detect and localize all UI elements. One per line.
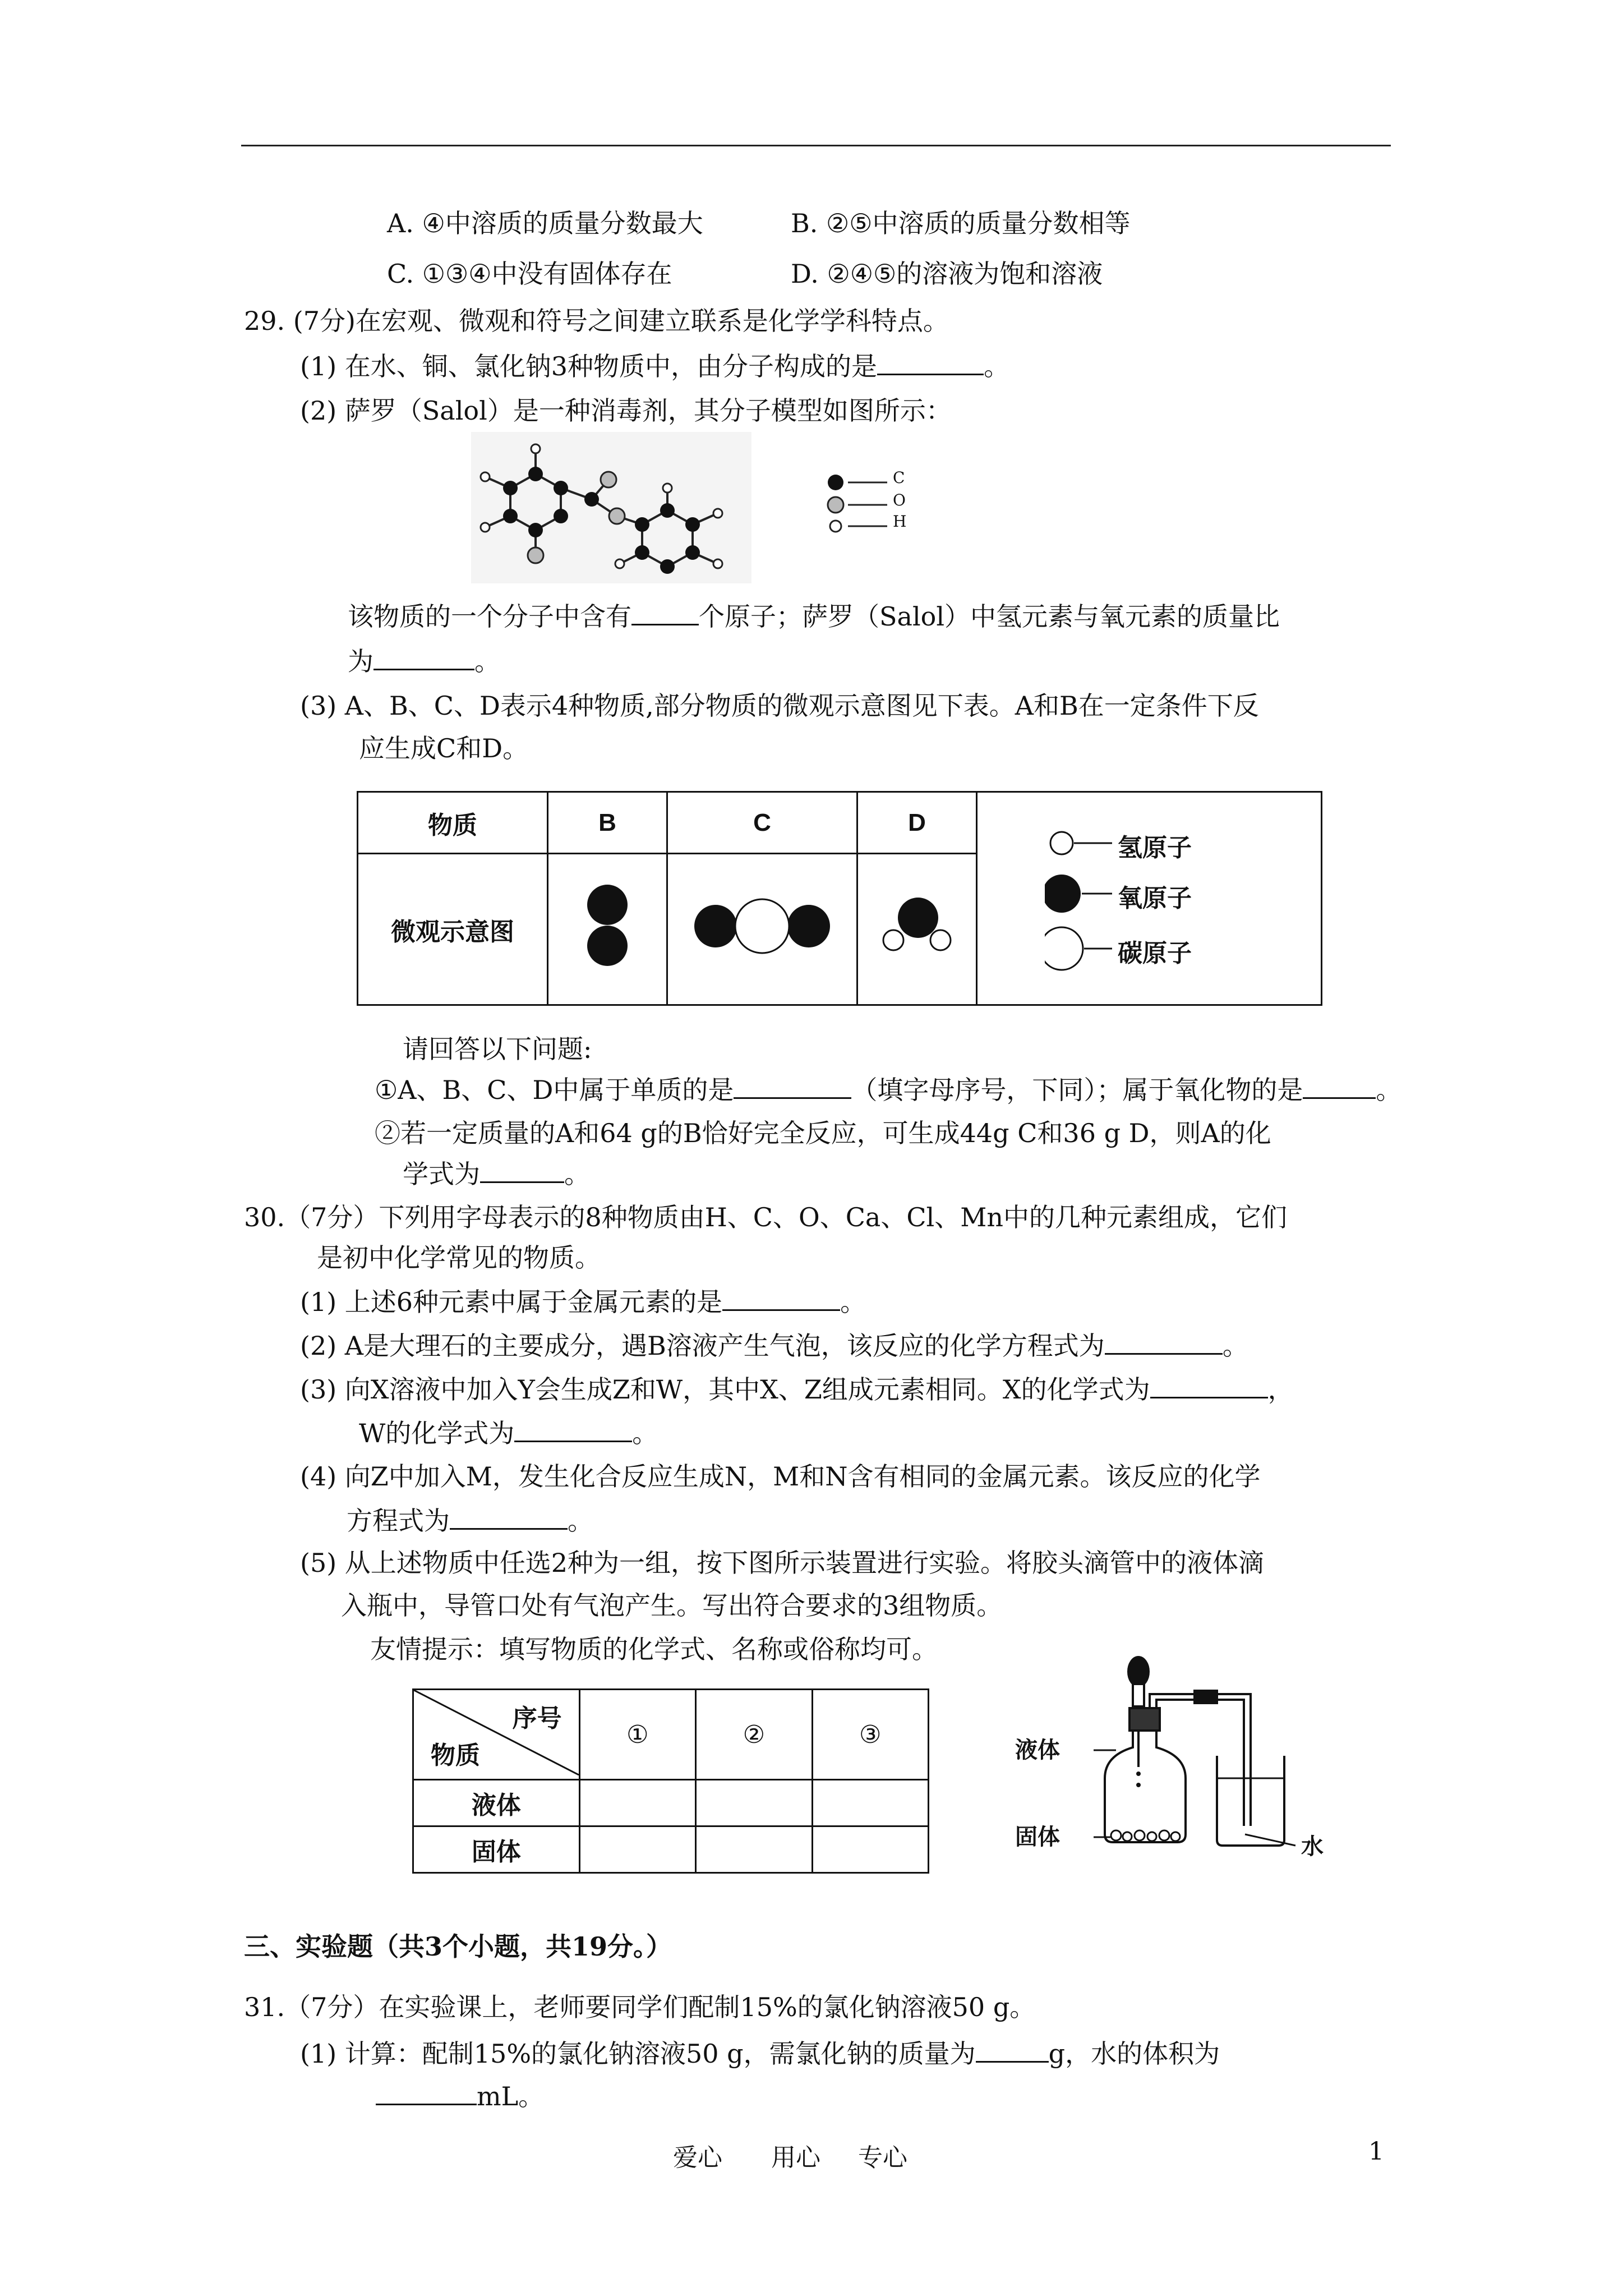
table-row-micro-label: 微观示意图 bbox=[358, 854, 548, 1005]
q30-part1 bbox=[300, 1285, 866, 1319]
page-number: 1 bbox=[1368, 2137, 1384, 2166]
q29-sub2-a: ②若一定质量的A和64 g的B恰好完全反应，可生成44g C和36 g D，则A的化 bbox=[375, 1118, 1271, 1148]
q30-stem-a: 30.（7分）下列用字母表示的8种物质由H、C、O、Ca、Cl、Mn中的几种元素组成，它们 bbox=[244, 1202, 1287, 1232]
answer-cell[interactable] bbox=[696, 1826, 812, 1873]
q29-sub2-end: 。 bbox=[564, 1159, 590, 1189]
apparatus-solid-label: 固体 bbox=[1015, 1824, 1060, 1850]
answer-cell[interactable] bbox=[579, 1780, 695, 1826]
q29-sub1 bbox=[375, 1073, 1401, 1107]
q29-part2: (2) 萨罗（Salol）是一种消毒剂，其分子模型如图所示： bbox=[300, 395, 952, 426]
answer-blank[interactable] bbox=[374, 644, 474, 670]
q30-stem-b: 是初中化学常见的物质。 bbox=[317, 1243, 601, 1273]
q29-part2-text-b: 个原子；萨罗（Salol）中氢元素与氧元素的质量比 bbox=[699, 601, 1280, 632]
section-3-heading: 三、实验题（共3个小题，共19分。） bbox=[244, 1931, 672, 1962]
legend-o-label: O bbox=[893, 491, 906, 509]
q29-sub2-text: 学式为 bbox=[403, 1159, 480, 1189]
q30-part3-text-b: W的化学式为 bbox=[359, 1418, 515, 1448]
legend-c-label: C bbox=[893, 468, 905, 487]
q30-hint: 友情提示：填写物质的化学式、名称或俗称均可。 bbox=[370, 1634, 938, 1664]
answer-cell[interactable] bbox=[579, 1826, 695, 1873]
q29-sub1-end: 。 bbox=[1376, 1075, 1402, 1105]
q29-part2-text-c: 为 bbox=[348, 646, 374, 677]
q29-part3-b: 应生成C和D。 bbox=[359, 733, 529, 763]
answer-cell[interactable] bbox=[812, 1826, 928, 1873]
answer-blank[interactable] bbox=[376, 2079, 477, 2105]
q29-stem: 29. (7分)在宏观、微观和符号之间建立联系是化学学科特点。 bbox=[244, 306, 949, 336]
q30-part3-a bbox=[300, 1372, 1294, 1406]
q30-part2 bbox=[300, 1328, 1248, 1363]
q30-part4-text-b: 方程式为 bbox=[347, 1506, 450, 1536]
footer-mid: 用心 bbox=[771, 2143, 820, 2172]
corner-serial-label: 序号 bbox=[512, 1704, 562, 1733]
q29-part1 bbox=[300, 349, 1009, 383]
apparatus-water-label: 水 bbox=[1301, 1833, 1324, 1860]
q31-part1-text-b: g，水的体积为 bbox=[1048, 2039, 1220, 2069]
gas-apparatus-figure bbox=[1094, 1655, 1335, 1857]
q29-part2-question bbox=[348, 599, 1280, 633]
q29-part2-end: 。 bbox=[474, 646, 500, 677]
table-col-c: C bbox=[667, 792, 857, 854]
q30-part5-b: 入瓶中，导管口处有气泡产生。写出符合要求的3组物质。 bbox=[341, 1590, 1003, 1621]
answer-blank[interactable] bbox=[722, 1285, 840, 1311]
q30-part3-b bbox=[359, 1416, 658, 1450]
table-legend-cell bbox=[977, 792, 1322, 1005]
b-molecule-icon bbox=[579, 881, 635, 971]
q30-part4-a: (4) 向Z中加入M，发生化合反应生成N，M和N含有相同的金属元素。该反应的化学 bbox=[300, 1461, 1261, 1492]
q30-part3-end: 。 bbox=[632, 1418, 658, 1448]
answer-blank[interactable] bbox=[514, 1416, 632, 1442]
answer-cell[interactable] bbox=[812, 1780, 928, 1826]
q29-part3-a: (3) A、B、C、D表示4种物质,部分物质的微观示意图见下表。A和B在一定条件下反 bbox=[300, 691, 1259, 721]
q30-part5-a: (5) 从上述物质中任选2种为一组，按下图所示装置进行实验。将胶头滴管中的液体滴 bbox=[300, 1548, 1265, 1578]
answer-blank[interactable] bbox=[450, 1503, 568, 1530]
q30-part1-end: 。 bbox=[840, 1287, 866, 1317]
q31-stem: 31.（7分）在实验课上，老师要同学们配制15%的氯化钠溶液50 g。 bbox=[244, 1992, 1036, 2022]
option-c: C. ①③④中没有固体存在 bbox=[387, 259, 672, 289]
apparatus-liquid-label: 液体 bbox=[1015, 1737, 1060, 1763]
legend-oxygen: 氧原子 bbox=[1118, 884, 1192, 913]
table-col-d: D bbox=[857, 792, 977, 854]
q31-part1 bbox=[300, 2036, 1220, 2070]
q30-part2-end: 。 bbox=[1222, 1331, 1248, 1361]
q30-part4-end: 。 bbox=[568, 1506, 593, 1536]
corner-substance-label: 物质 bbox=[431, 1741, 480, 1770]
q29-part1-end: 。 bbox=[984, 351, 1010, 381]
answer-blank[interactable] bbox=[1150, 1372, 1268, 1398]
q31-part1-unit: mL。 bbox=[477, 2081, 545, 2111]
table-header-substance: 物质 bbox=[358, 792, 548, 854]
answer-blank[interactable] bbox=[976, 2036, 1049, 2063]
table-col-3: ③ bbox=[812, 1690, 928, 1780]
atom-legend-icons bbox=[1045, 821, 1112, 978]
answer-cell[interactable] bbox=[696, 1780, 812, 1826]
c-molecule-icon bbox=[692, 898, 832, 954]
table-corner-cell bbox=[413, 1690, 580, 1780]
b-molecule-cell bbox=[548, 854, 667, 1005]
table-row-liquid: 液体 bbox=[413, 1780, 580, 1826]
q31-part1-c bbox=[376, 2079, 544, 2113]
q29-sub1-text-b: （填字母序号，下同）；属于氧化物的是 bbox=[851, 1075, 1303, 1105]
q31-part1-text-a: (1) 计算：配制15%的氯化钠溶液50 g，需氯化钠的质量为 bbox=[300, 2039, 976, 2069]
q29-ask: 请回答以下问题: bbox=[403, 1034, 592, 1064]
salol-molecule-figure bbox=[471, 432, 942, 583]
q29-part1-text: (1) 在水、铜、氯化钠3种物质中，由分子构成的是 bbox=[300, 351, 878, 381]
option-b: B. ②⑤中溶质的质量分数相等 bbox=[791, 208, 1131, 238]
option-d: D. ②④⑤的溶液为饱和溶液 bbox=[791, 259, 1103, 289]
answer-blank[interactable] bbox=[1105, 1328, 1223, 1355]
table-col-b: B bbox=[548, 792, 667, 854]
q29-sub2-b bbox=[403, 1157, 590, 1191]
q30-part3-text-a: (3) 向X溶液中加入Y会生成Z和W，其中X、Z组成元素相同。X的化学式为 bbox=[300, 1374, 1150, 1405]
answer-blank[interactable] bbox=[877, 349, 984, 375]
q30-part4-b bbox=[347, 1503, 593, 1538]
answer-blank[interactable] bbox=[734, 1073, 851, 1099]
legend-hydrogen: 氢原子 bbox=[1118, 834, 1192, 862]
answer-blank[interactable] bbox=[480, 1157, 564, 1183]
table-row-solid: 固体 bbox=[413, 1826, 580, 1873]
q30-part2-text: (2) A是大理石的主要成分，遇B溶液产生气泡，该反应的化学方程式为 bbox=[300, 1331, 1105, 1361]
header-rule bbox=[241, 145, 1391, 146]
answer-blank[interactable] bbox=[1303, 1073, 1376, 1099]
legend-carbon: 碳原子 bbox=[1118, 939, 1192, 968]
legend-h-label: H bbox=[893, 512, 907, 531]
q29-part2-text-a: 该物质的一个分子中含有 bbox=[348, 601, 631, 632]
q29-micro-table bbox=[357, 791, 1322, 1006]
q30-part3-comma: ， bbox=[1267, 1374, 1294, 1405]
d-molecule-icon bbox=[878, 892, 956, 960]
footer-left: 爱心 bbox=[673, 2143, 722, 2172]
d-molecule-cell bbox=[857, 854, 977, 1005]
q29-sub1-text-a: ①A、B、C、D中属于单质的是 bbox=[375, 1075, 734, 1105]
footer-right: 专心 bbox=[858, 2143, 907, 2172]
q30-substance-table bbox=[412, 1688, 929, 1874]
q29-part2-question-b bbox=[348, 644, 500, 678]
option-a: A. ④中溶质的质量分数最大 bbox=[387, 208, 703, 238]
table-col-2: ② bbox=[696, 1690, 812, 1780]
table-col-1: ① bbox=[579, 1690, 695, 1780]
answer-blank[interactable] bbox=[631, 599, 699, 625]
c-molecule-cell bbox=[667, 854, 857, 1005]
q30-part1-text: (1) 上述6种元素中属于金属元素的是 bbox=[300, 1287, 723, 1317]
